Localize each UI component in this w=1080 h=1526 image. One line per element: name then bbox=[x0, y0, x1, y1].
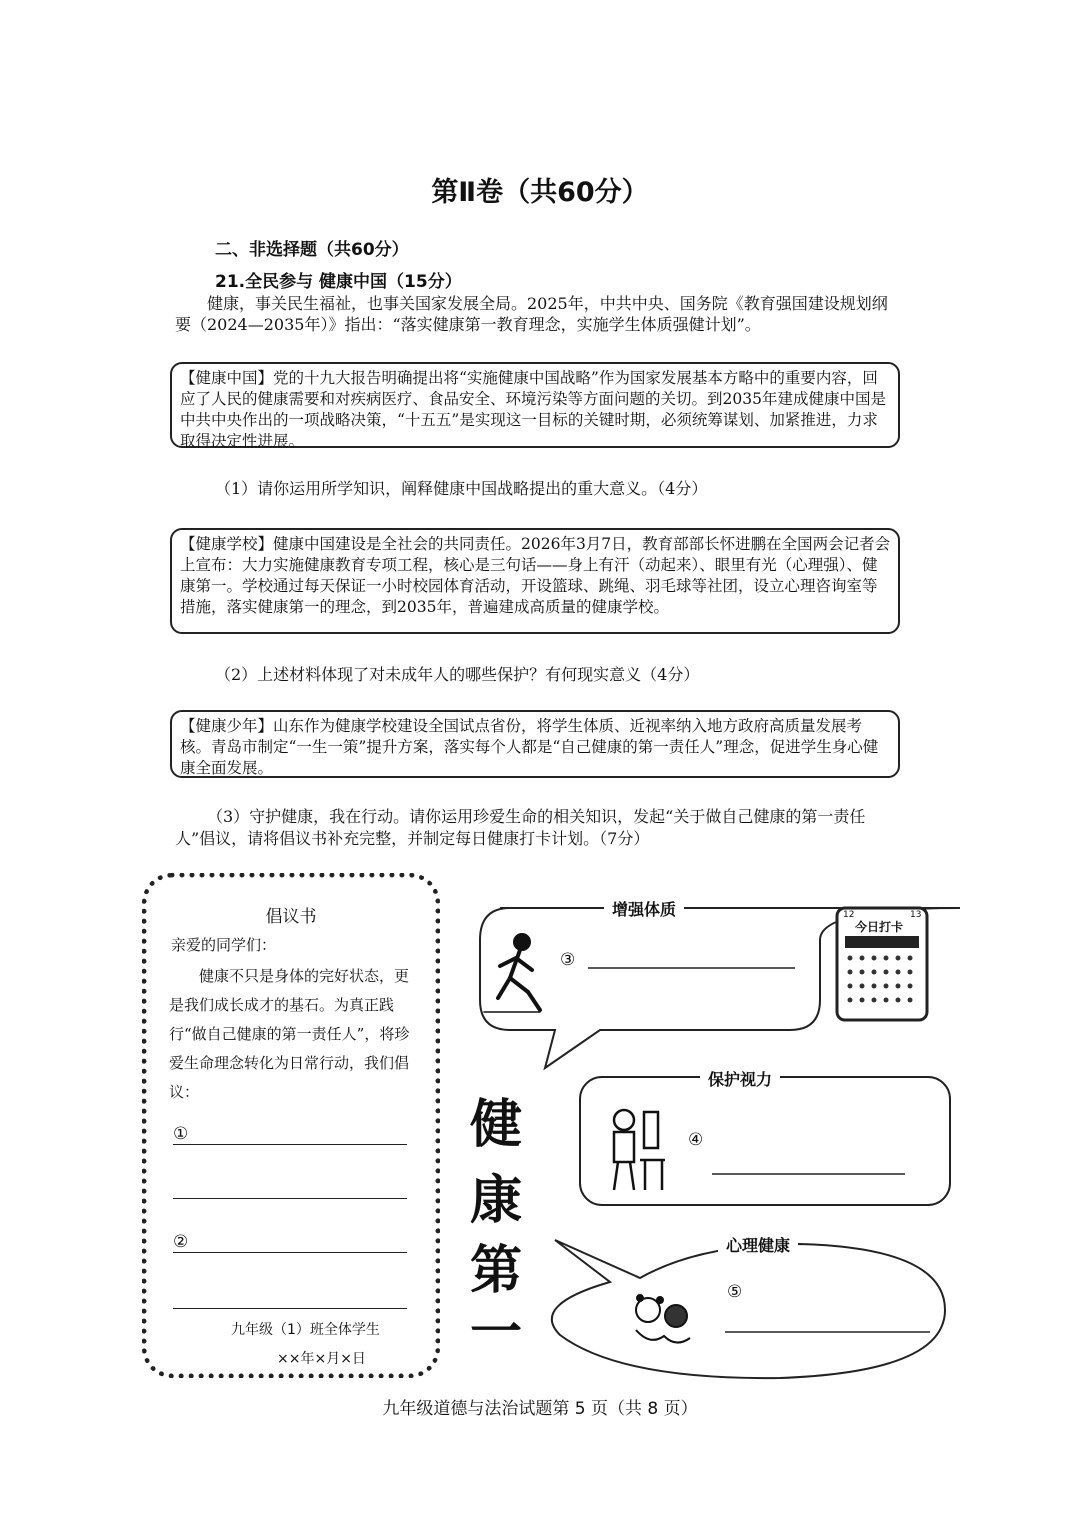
vertical-title-char-2: 康 bbox=[470, 1170, 523, 1231]
proposal-body: 健康不只是身体的完好状态，更是我们成长成才的基石。为真正践行“做自己健康的第一责任人”，将珍爱生命理念转化为日常行动，我们倡议： bbox=[169, 967, 410, 1101]
blank-1-marker: ① bbox=[173, 1124, 189, 1144]
bubble-mental-outline bbox=[552, 1240, 945, 1378]
bubble-mental-label: 心理健康 bbox=[718, 1233, 798, 1256]
calendar-label: 今日打卡 bbox=[855, 920, 904, 934]
page-title: 第Ⅱ卷（共60分） bbox=[431, 177, 649, 208]
page-footer: 九年级道德与法治试题第 5 页（共 8 页） bbox=[382, 1399, 698, 1419]
blank-4-marker: ④ bbox=[688, 1130, 704, 1150]
vertical-title-char-1: 健 bbox=[470, 1094, 523, 1155]
blank-5-marker: ⑤ bbox=[727, 1282, 743, 1302]
bubble-eyesight-label: 保护视力 bbox=[700, 1067, 780, 1090]
question-21-heading: 21.全民参与 健康中国（15分） bbox=[215, 272, 462, 292]
material-healthy-china: 【健康中国】党的十九大报告明确提出将“实施健康中国战略”作为国家发展基本方略中的重要内容，回应了人民的健康需要和对疾病医疗、食品安全、环境污染等方面问题的关切。到2035年建成健康中国是中共中央作出的一项战略决策，“十五五”是实现这一目标的关键时期，必须统筹谋划、加紧推进，力求取得决定性进展。 bbox=[170, 362, 900, 448]
bubble-strengthen-label: 增强体质 bbox=[604, 897, 684, 920]
material-healthy-school: 【健康学校】健康中国建设是全社会的共同责任。2026年3月7日，教育部部长怀进鹏在全国两会记者会上宣布：大力实施健康教育专项工程，核心是三句话——身上有汗（动起来）、眼里有光（心理强）、健康第一。学校通过每天保证一小时校园体育活动，开设篮球、跳绳、羽毛球等社团，设立心理咨询室等措施，落实健康第一的理念，到2035年，普遍建成高质量的健康学校。 bbox=[170, 528, 900, 634]
signature-class: 九年级（1）班全体学生 bbox=[231, 1322, 380, 1338]
question-3: （3）守护健康，我在行动。请你运用珍爱生命的相关知识，发起“关于做自己健康的第一责任人”倡议，请将倡议书补充完整，并制定每日健康打卡计划。（7分） bbox=[175, 807, 866, 848]
question-2: （2）上述材料体现了对未成年人的哪些保护？有何现实意义（4分） bbox=[215, 665, 700, 684]
proposal-greeting: 亲爱的同学们： bbox=[171, 936, 277, 954]
proposal-title: 倡议书 bbox=[265, 907, 317, 927]
intro-paragraph: 健康，事关民生福祉，也事关国家发展全局。2025年，中共中央、国务院《教育强国建设规划纲要（2024—2035年）》指出：“落实健康第一教育理念，实施学生体质强健计划”。 bbox=[175, 294, 888, 334]
blank-2-marker: ② bbox=[173, 1232, 189, 1252]
material-healthy-youth: 【健康少年】山东作为健康学校建设全国试点省份，将学生体质、近视率纳入地方政府高质量发展考核。青岛市制定“一生一策”提升方案，落实每个人都是“自己健康的第一责任人”理念，促进学生身心健康全面发展。 bbox=[170, 710, 900, 778]
section-heading: 二、非选择题（共60分） bbox=[215, 240, 409, 260]
bubble-eyesight-outline bbox=[580, 1077, 950, 1205]
vertical-title-char-3: 第 bbox=[470, 1240, 523, 1301]
calendar-num-right: 13 bbox=[910, 910, 922, 920]
vertical-title-char-4: 一 bbox=[470, 1302, 523, 1363]
signature-date: ××年×月×日 bbox=[277, 1351, 366, 1367]
calendar-num-left: 12 bbox=[843, 910, 855, 920]
question-1: （1）请你运用所学知识，阐释健康中国战略提出的重大意义。（4分） bbox=[215, 479, 708, 498]
blank-3-marker: ③ bbox=[560, 950, 576, 970]
